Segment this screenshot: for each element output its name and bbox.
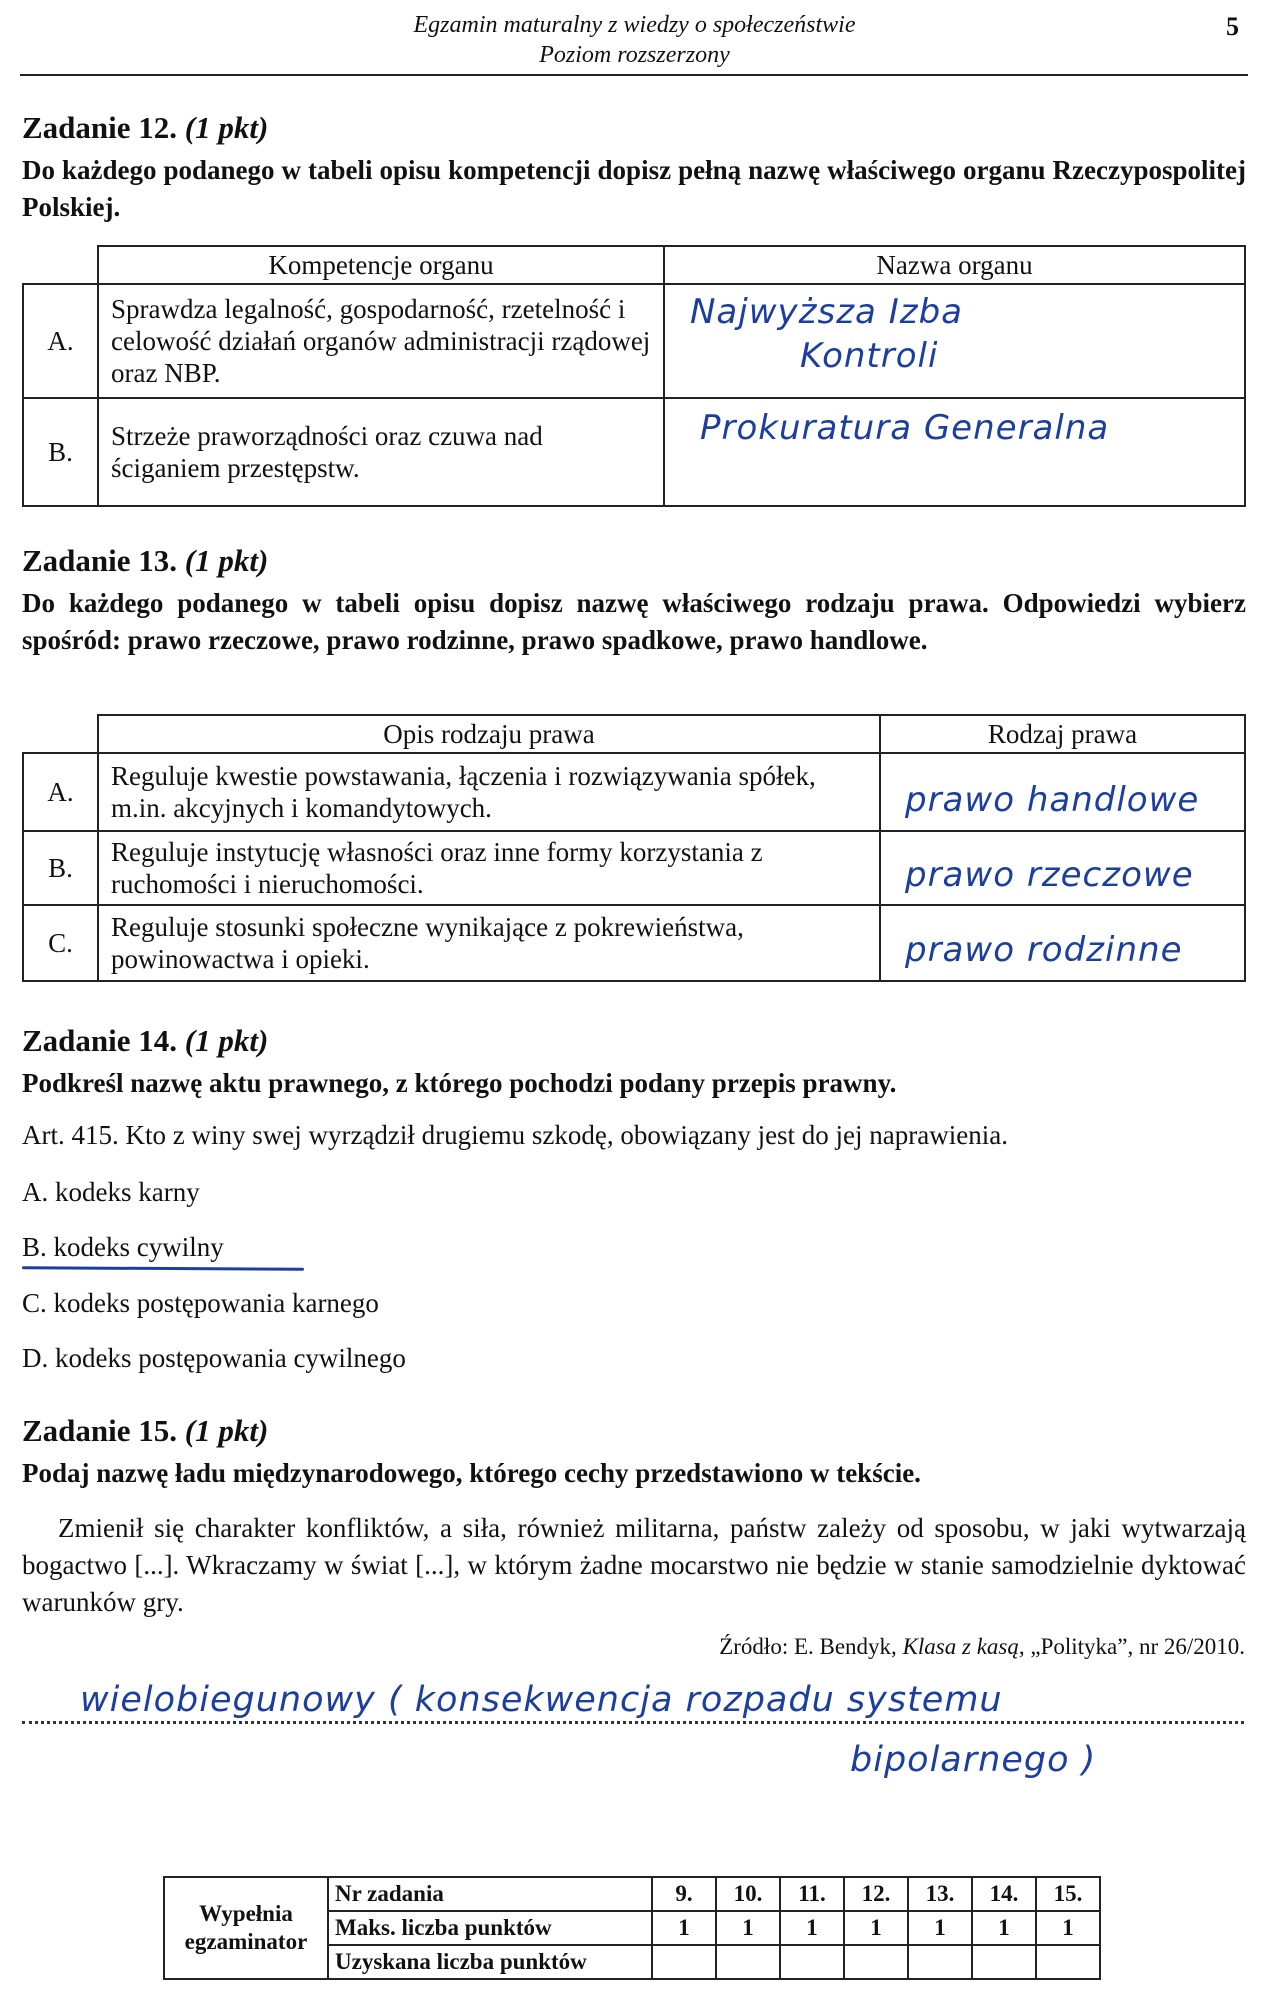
task12-col-competence: Kompetencje organu: [98, 246, 664, 284]
score-max-11: 1: [780, 1911, 844, 1945]
task15-quote: Zmienił się charakter konfliktów, a siła, również militarna, państw zależy od sposobu, w jaki wytwarzają bogactwo [...]. Wkraczamy w świat [...], w którym żadne mocarstwo nie będzie w stanie samodzielnie dyktować warunków gry.: [22, 1513, 1246, 1617]
task14-option-d[interactable]: D. kodeks postępowania cywilnego: [22, 1343, 406, 1373]
score-label-line1: Wypełnia: [199, 1901, 293, 1926]
task13-row-c-text: Reguluje stosunki społeczne wynikające z pokrewieństwa, powinowactwa i opieki.: [98, 905, 880, 981]
header-exam-title: Egzamin maturalny z wiedzy o społeczeństwie: [413, 12, 856, 38]
task13-col-desc: Opis rodzaju prawa: [98, 715, 880, 753]
task12-col-name: Nazwa organu: [664, 246, 1245, 284]
task12-answer-a-line1: Najwyższa Izba: [690, 292, 963, 332]
score-row-max-label: Maks. liczba punktów: [328, 1911, 652, 1945]
score-got-11[interactable]: [780, 1945, 844, 1979]
task14-number: Zadanie 14.: [22, 1023, 178, 1058]
score-got-13[interactable]: [908, 1945, 972, 1979]
task15-answer-line[interactable]: [22, 1721, 1244, 1724]
score-label-line2: egzaminator: [184, 1929, 308, 1954]
score-max-13: 1: [908, 1911, 972, 1945]
task15-points: (1 pkt): [184, 1413, 269, 1448]
task13-title: [22, 543, 268, 579]
task15-answer-line1: wielobiegunowy ( konsekwencja rozpadu systemu: [80, 1680, 1003, 1720]
task13-number: Zadanie 13.: [22, 543, 178, 578]
score-task-13: 13.: [908, 1877, 972, 1911]
task13-answer-a: prawo handlowe: [905, 780, 1200, 820]
score-max-10: 1: [716, 1911, 780, 1945]
task12-row-a-text: Sprawdza legalność, gospodarność, rzetelność i celowość działań organów administracji rządowej oraz NBP.: [98, 284, 664, 398]
task13-instruction: Do każdego podanego w tabeli opisu dopisz nazwę właściwego rodzaju prawa. Odpowiedzi wybierz spośród: prawo rzeczowe, prawo rodzinne, prawo spadkowe, prawo handlowe.: [22, 588, 1246, 655]
score-got-15[interactable]: [1036, 1945, 1100, 1979]
task13-row-b-text: Reguluje instytucję własności oraz inne formy korzystania z ruchomości i nieruchomości.: [98, 831, 880, 905]
page-number: 5: [1226, 12, 1239, 41]
task12-row-b-text: Strzeże praworządności oraz czuwa nad ściganiem przestępstw.: [98, 398, 664, 506]
task13-col-type: Rodzaj prawa: [880, 715, 1245, 753]
task15-number: Zadanie 15.: [22, 1413, 178, 1448]
task12-instruction: Do każdego podanego w tabeli opisu kompetencji dopisz pełną nazwę właściwego organu Rzeczypospolitej Polskiej.: [22, 155, 1246, 222]
task12-row-b-letter: B.: [23, 398, 98, 506]
task15-answer-line2: bipolarnego ): [850, 1740, 1097, 1780]
task13-answer-c: prawo rodzinne: [905, 930, 1183, 970]
header-rule: [20, 74, 1248, 76]
score-max-9: 1: [652, 1911, 716, 1945]
task12-row-a-letter: A.: [23, 284, 98, 398]
score-got-10[interactable]: [716, 1945, 780, 1979]
score-row-task-label: Nr zadania: [328, 1877, 652, 1911]
task14-underline-mark: [22, 1266, 304, 1270]
score-max-12: 1: [844, 1911, 908, 1945]
task13-row-a-letter: A.: [23, 753, 98, 831]
task13-row-a-text: Reguluje kwestie powstawania, łączenia i rozwiązywania spółek, m.in. akcyjnych i komandytowych.: [98, 753, 880, 831]
score-max-15: 1: [1036, 1911, 1100, 1945]
task12-number: Zadanie 12.: [22, 110, 178, 145]
task15-source-title: Klasa z kasą: [902, 1634, 1019, 1659]
score-got-12[interactable]: [844, 1945, 908, 1979]
score-task-9: 9.: [652, 1877, 716, 1911]
task15-title: [22, 1413, 268, 1449]
score-row-got-label: Uzyskana liczba punktów: [328, 1945, 652, 1979]
score-task-10: 10.: [716, 1877, 780, 1911]
task14-title: [22, 1023, 268, 1059]
score-table: [163, 1876, 1101, 1980]
score-got-9[interactable]: [652, 1945, 716, 1979]
task12-answer-a-line2: Kontroli: [800, 336, 939, 376]
task12-answer-b: Prokuratura Generalna: [700, 408, 1110, 448]
score-task-12: 12.: [844, 1877, 908, 1911]
task15-instruction: Podaj nazwę ładu międzynarodowego, którego cechy przedstawiono w tekście.: [22, 1458, 921, 1488]
task12-points: (1 pkt): [184, 110, 269, 145]
task15-source: [719, 1630, 1245, 1664]
task13-row-b-letter: B.: [23, 831, 98, 905]
task14-points: (1 pkt): [184, 1023, 269, 1058]
score-got-14[interactable]: [972, 1945, 1036, 1979]
task14-option-b[interactable]: B. kodeks cywilny: [22, 1232, 224, 1262]
task13-answer-b: prawo rzeczowe: [905, 855, 1194, 895]
task15-source-suffix: , „Polityka”, nr 26/2010.: [1018, 1634, 1245, 1659]
task14-article: Art. 415. Kto z winy swej wyrządził drugiemu szkodę, obowiązany jest do jej naprawienia.: [22, 1120, 1008, 1150]
score-task-14: 14.: [972, 1877, 1036, 1911]
task12-table: [22, 245, 1246, 507]
score-label: [164, 1877, 328, 1979]
task13-row-c-letter: C.: [23, 905, 98, 981]
score-task-11: 11.: [780, 1877, 844, 1911]
task12-title: [22, 110, 268, 146]
header-level: Poziom rozszerzony: [539, 42, 730, 68]
task14-option-c[interactable]: C. kodeks postępowania karnego: [22, 1288, 379, 1318]
task14-option-a[interactable]: A. kodeks karny: [22, 1177, 200, 1207]
score-max-14: 1: [972, 1911, 1036, 1945]
task15-source-prefix: Źródło: E. Bendyk,: [719, 1634, 903, 1659]
task13-points: (1 pkt): [184, 543, 269, 578]
task14-instruction: Podkreśl nazwę aktu prawnego, z którego pochodzi podany przepis prawny.: [22, 1068, 897, 1098]
score-task-15: 15.: [1036, 1877, 1100, 1911]
